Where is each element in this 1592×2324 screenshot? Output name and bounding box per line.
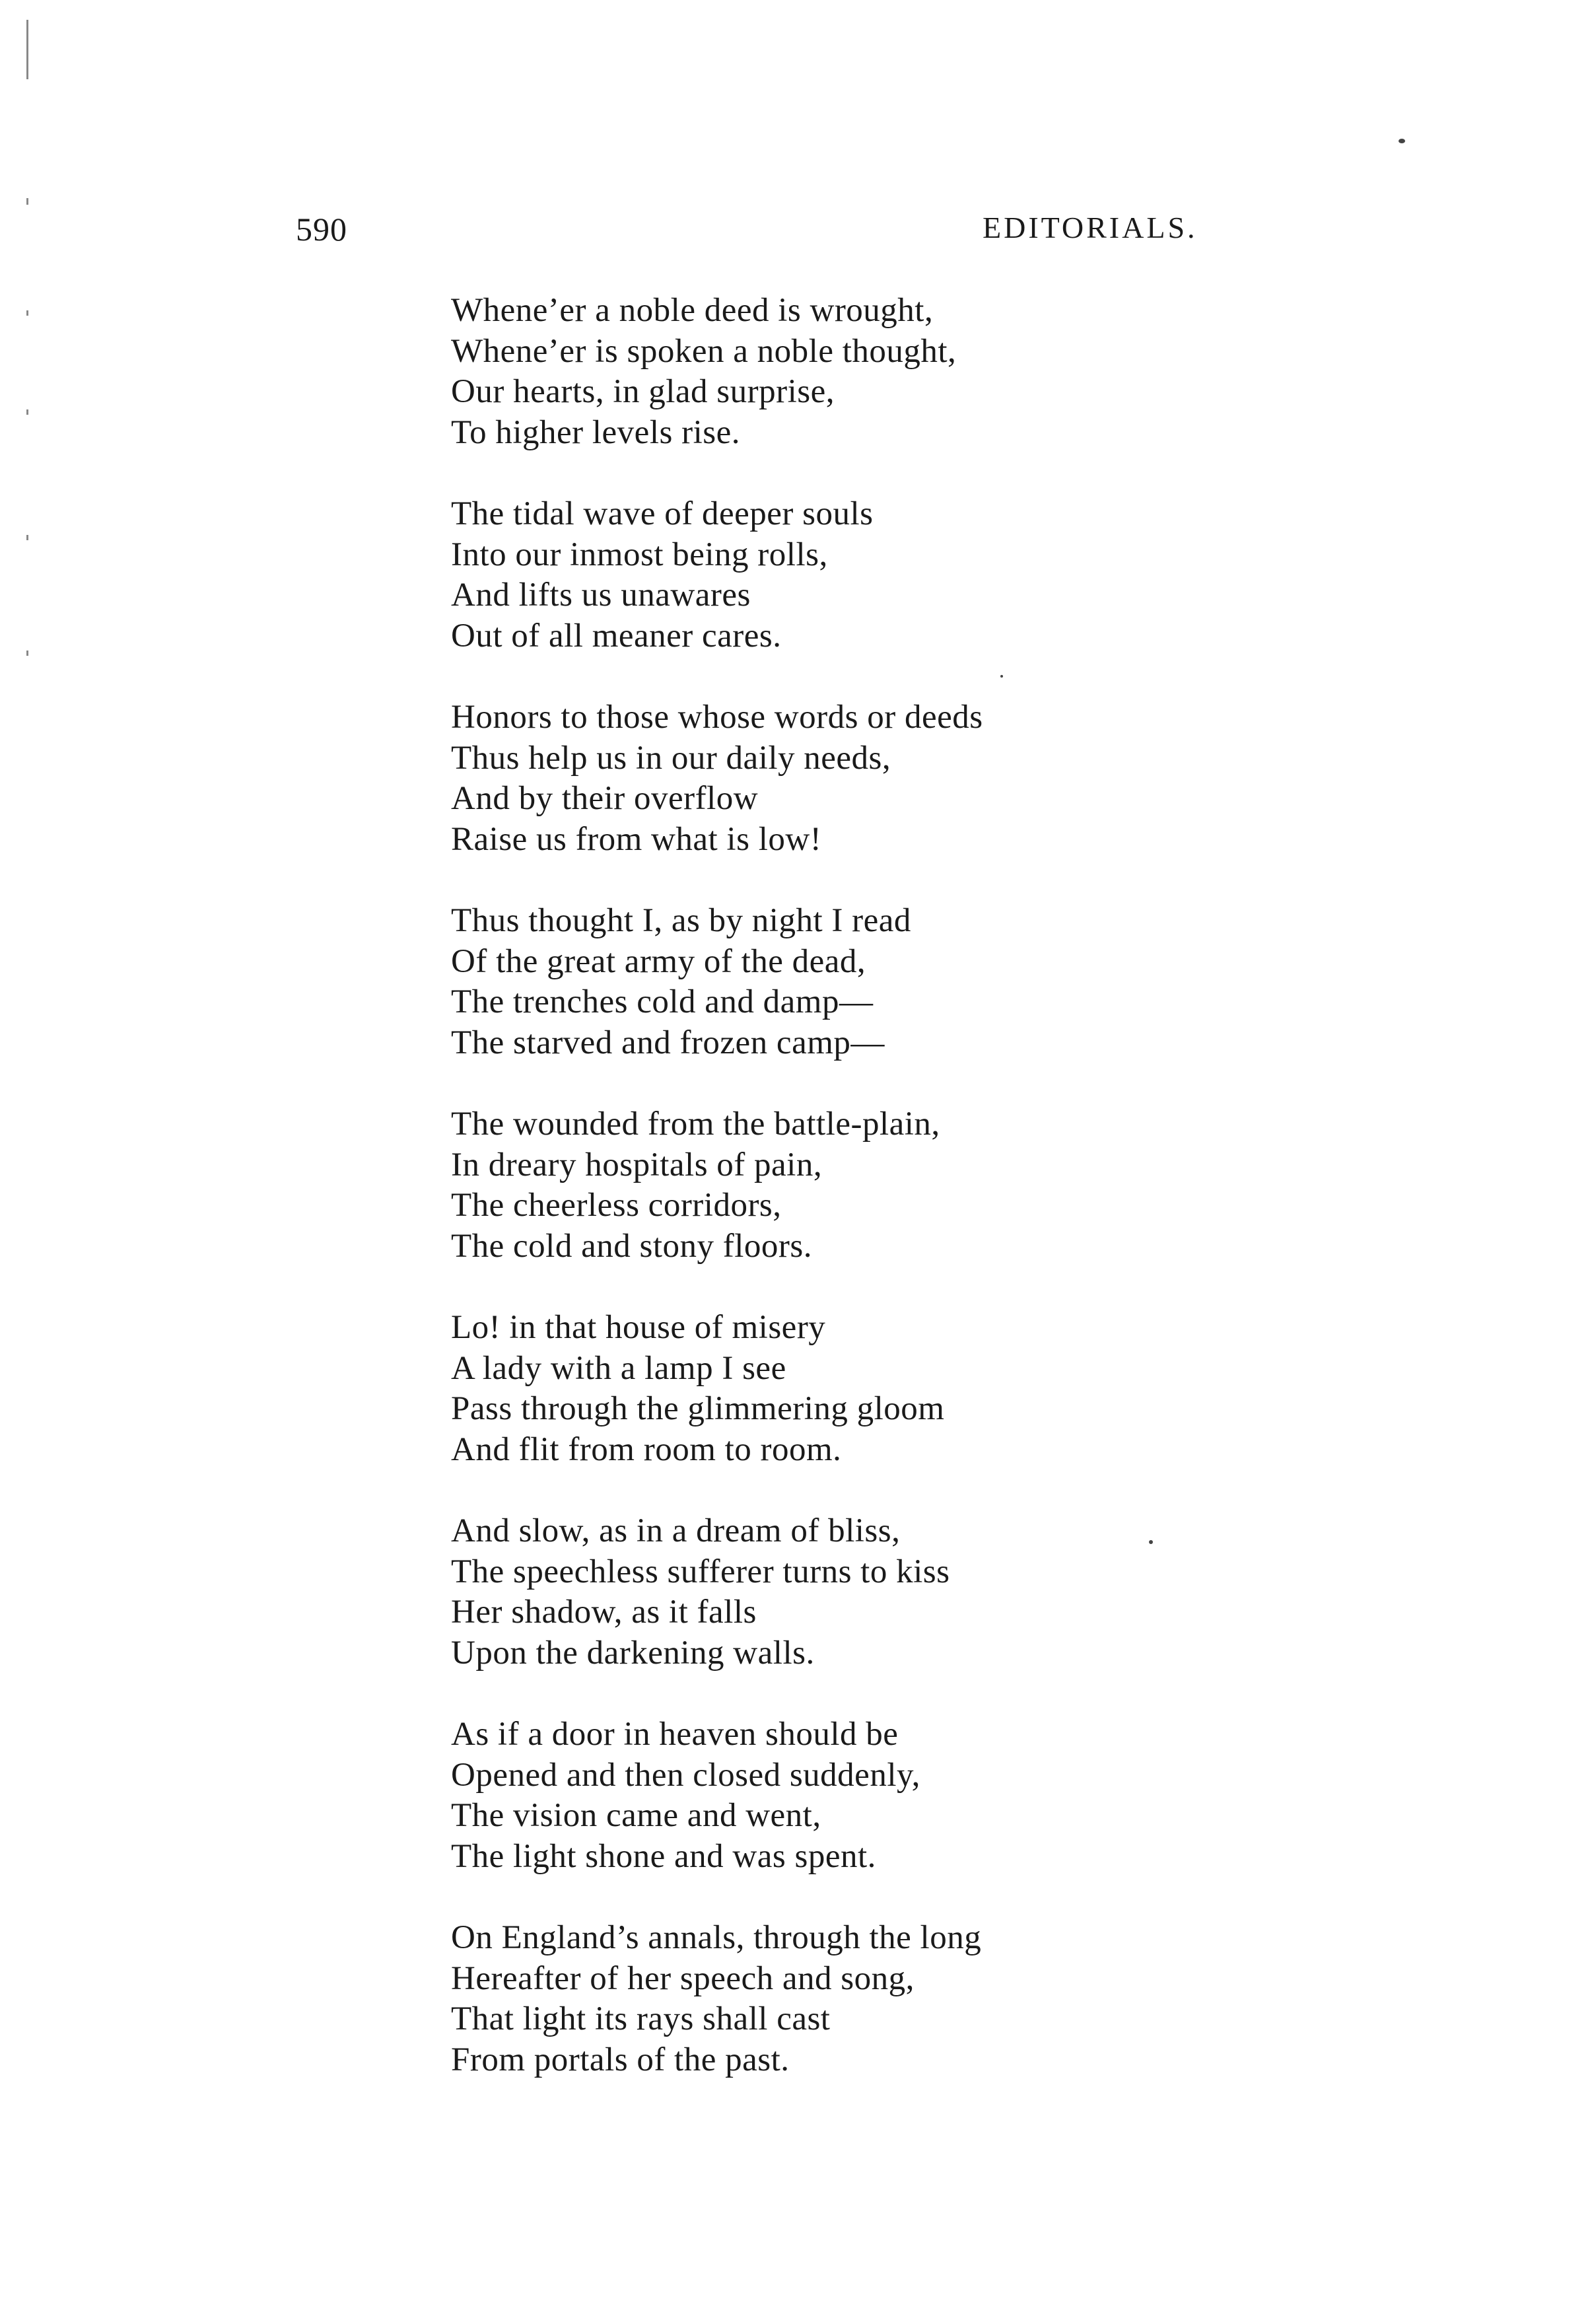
poem-line: The trenches cold and damp— — [451, 983, 874, 1020]
poem-line: In dreary hospitals of pain, — [451, 1146, 823, 1183]
poem-line: Honors to those whose words or deeds — [451, 699, 983, 736]
stanza — [451, 1918, 1309, 2080]
poem-line: As if a door in heaven should be — [451, 1716, 899, 1753]
poem-line: Our hearts, in glad surprise, — [451, 373, 835, 410]
poem-line: And by their overflow — [451, 780, 759, 817]
stanza — [451, 1104, 1309, 1267]
poem — [451, 291, 1309, 2121]
poem-line: Her shadow, as it falls — [451, 1594, 757, 1631]
poem-line: The vision came and went, — [451, 1797, 821, 1834]
poem-line: A lady with a lamp I see — [451, 1349, 786, 1387]
poem-line: Opened and then closed suddenly, — [451, 1756, 920, 1794]
scan-speck — [1399, 139, 1405, 143]
poem-line: Pass through the glimmering gloom — [451, 1390, 945, 1427]
poem-line: Of the great army of the dead, — [451, 942, 866, 980]
stanza — [451, 1714, 1309, 1877]
stanza — [451, 901, 1309, 1063]
left-margin-mark — [26, 310, 28, 316]
poem-line: Thus help us in our daily needs, — [451, 739, 891, 777]
stanza — [451, 494, 1309, 656]
running-head: EDITORIALS. — [983, 211, 1198, 244]
poem-line: The speechless sufferer turns to kiss — [451, 1553, 950, 1590]
poem-line: Thus thought I, as by night I read — [451, 902, 911, 939]
poem-line: Lo! in that house of misery — [451, 1309, 826, 1346]
poem-line: On England’s annals, through the long — [451, 1919, 982, 1956]
stanza — [451, 1511, 1309, 1673]
poem-line: Raise us from what is low! — [451, 820, 822, 858]
left-margin-mark — [26, 20, 28, 79]
stanza — [451, 1308, 1309, 1470]
poem-line: Into our inmost being rolls, — [451, 536, 828, 573]
poem-line: The cheerless corridors, — [451, 1187, 782, 1224]
poem-line: The light shone and was spent. — [451, 1837, 876, 1875]
poem-line: Hereafter of her speech and song, — [451, 1959, 915, 1997]
poem-line: The tidal wave of deeper souls — [451, 495, 874, 532]
left-margin-mark — [26, 535, 28, 540]
left-margin-mark — [26, 651, 28, 656]
poem-line: And flit from room to room. — [451, 1430, 842, 1468]
poem-line: The wounded from the battle-plain, — [451, 1106, 940, 1143]
poem-line: To higher levels rise. — [451, 413, 740, 451]
poem-line: From portals of the past. — [451, 2041, 790, 2078]
stanza — [451, 697, 1309, 860]
stanza — [451, 291, 1309, 453]
poem-line: And lifts us unawares — [451, 577, 751, 614]
page-header — [296, 210, 1299, 250]
left-margin-mark — [26, 198, 28, 205]
poem-line: Whene’er is spoken a noble thought, — [451, 332, 957, 370]
page-number: 590 — [296, 211, 347, 248]
poem-line: Upon the darkening walls. — [451, 1634, 815, 1672]
left-margin-mark — [26, 409, 28, 415]
poem-line: The cold and stony floors. — [451, 1227, 812, 1265]
poem-line: That light its rays shall cast — [451, 2000, 831, 2037]
poem-line: Whene’er a noble deed is wrought, — [451, 292, 934, 329]
poem-line: The starved and frozen camp— — [451, 1024, 885, 1061]
poem-line: And slow, as in a dream of bliss, — [451, 1512, 901, 1549]
poem-line: Out of all meaner cares. — [451, 617, 782, 654]
